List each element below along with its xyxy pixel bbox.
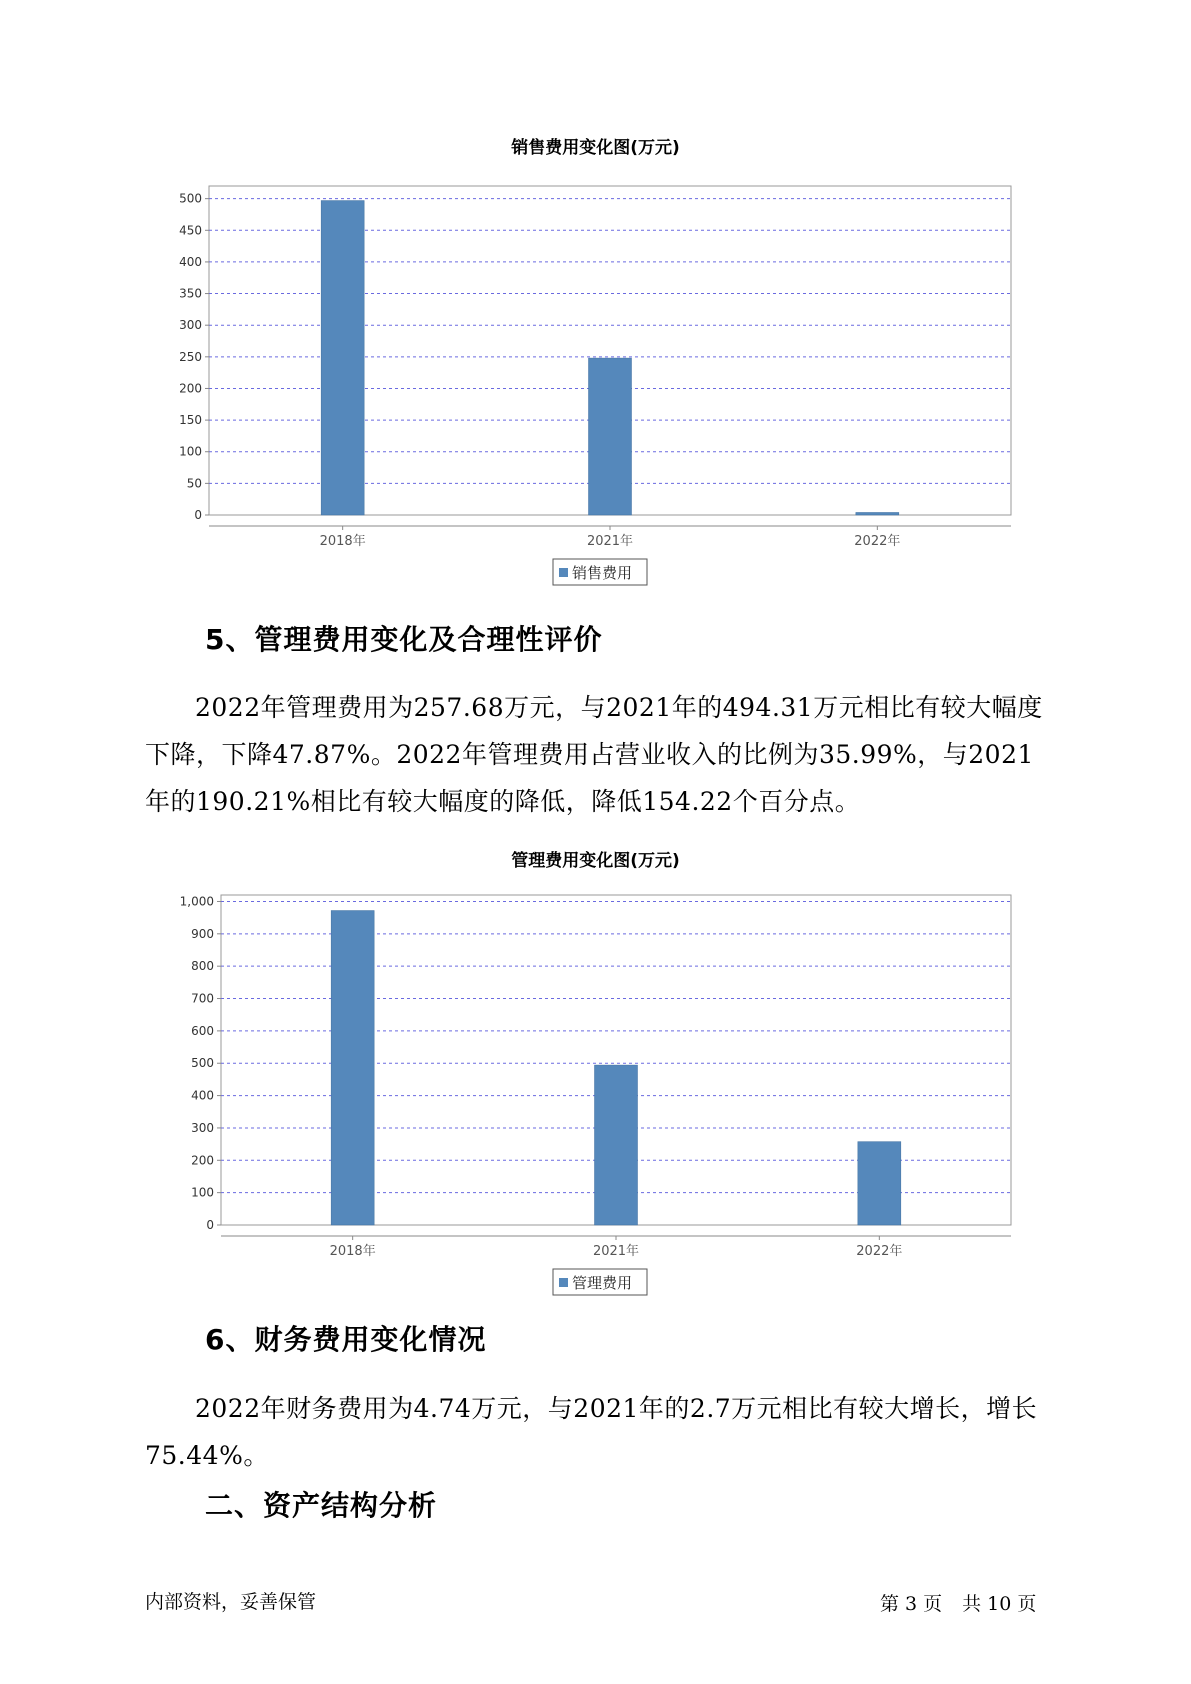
total-label-prefix: 共 xyxy=(962,1593,982,1615)
y-tick-label: 600 xyxy=(191,1023,214,1038)
total-label-suffix: 页 xyxy=(1017,1593,1037,1615)
legend-swatch xyxy=(559,1278,568,1287)
y-tick-label: 900 xyxy=(191,926,214,941)
x-tick-label: 2021年 xyxy=(586,534,634,549)
bar-2022年 xyxy=(858,1142,901,1225)
y-tick-label: 150 xyxy=(179,413,202,428)
y-tick-label: 0 xyxy=(206,1218,214,1232)
y-tick-label: 100 xyxy=(179,444,202,459)
y-tick-label: 300 xyxy=(191,1120,214,1135)
y-tick-label: 100 xyxy=(191,1185,214,1200)
legend-label: 管理费用 xyxy=(572,1274,633,1292)
y-tick-label: 500 xyxy=(179,191,202,206)
y-tick-label: 300 xyxy=(179,318,202,333)
footer-page-info xyxy=(880,1589,1042,1616)
x-tick-label: 2022年 xyxy=(856,1244,903,1259)
footer-confidential-note: 内部资料，妥善保管 xyxy=(145,1591,317,1613)
section6-paragraph: 2022年财务费用为4.74万元，与2021年的2.7万元相比有较大增长，增长75.44%。 xyxy=(145,1394,1038,1470)
x-tick-label: 2021年 xyxy=(592,1244,640,1259)
section5-paragraph: 2022年管理费用为257.68万元，与2021年的494.31万元相比有较大幅度下降，下降47.87%。2022年管理费用占营业收入的比例为35.99%，与2021年的190.21%相比有较大幅度的降低，降低154.22个百分点。 xyxy=(145,693,1043,816)
section6-heading: 6、财务费用变化情况 xyxy=(205,1323,487,1356)
x-tick-label: 2018年 xyxy=(319,534,366,549)
section5-heading: 5、管理费用变化及合理性评价 xyxy=(205,623,603,656)
section-two-heading: 二、资产结构分析 xyxy=(205,1489,438,1522)
legend-label: 销售费用 xyxy=(572,564,633,582)
y-tick-label: 700 xyxy=(191,991,214,1006)
y-tick-label: 250 xyxy=(179,349,202,364)
bar-2021年 xyxy=(595,1065,638,1225)
bar-2018年 xyxy=(331,911,374,1225)
page-label-suffix: 页 xyxy=(923,1593,943,1615)
total-pages: 10 xyxy=(987,1593,1012,1615)
page-number: 3 xyxy=(905,1593,918,1615)
y-tick-label: 800 xyxy=(191,959,214,974)
x-tick-label: 2022年 xyxy=(854,534,901,549)
y-tick-label: 500 xyxy=(191,1056,214,1071)
y-tick-label: 50 xyxy=(186,476,202,491)
y-tick-label: 0 xyxy=(194,508,202,522)
chart2-title: 管理费用变化图(万元) xyxy=(511,851,680,871)
y-tick-label: 350 xyxy=(179,286,202,301)
x-tick-label: 2018年 xyxy=(329,1244,376,1259)
y-tick-label: 400 xyxy=(179,254,202,269)
y-tick-label: 450 xyxy=(179,223,202,238)
page-label-prefix: 第 xyxy=(880,1593,900,1615)
y-tick-label: 400 xyxy=(191,1088,214,1103)
y-tick-label: 200 xyxy=(179,381,202,396)
y-tick-label: 1,000 xyxy=(179,894,214,909)
y-tick-label: 200 xyxy=(191,1153,214,1168)
chart1-title: 销售费用变化图(万元) xyxy=(511,138,680,158)
